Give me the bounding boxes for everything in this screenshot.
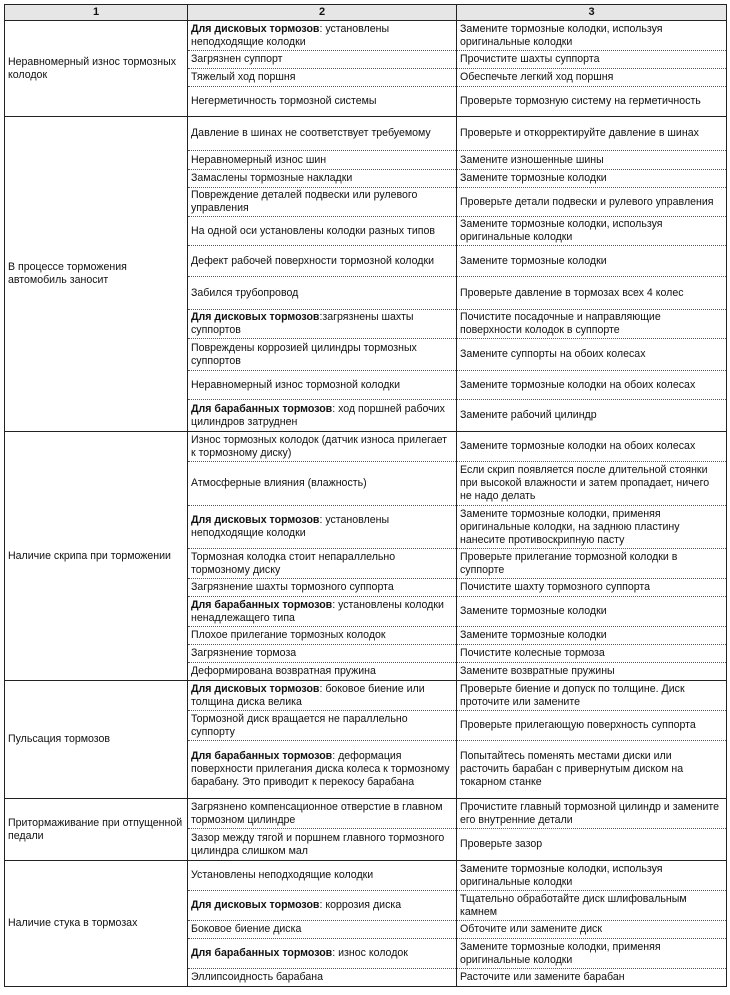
header-row: [5, 5, 727, 21]
header-col-2: 2: [188, 5, 457, 21]
symptom-cell: Наличие стука в тормозах: [5, 861, 188, 987]
cause-text: Тормозной диск вращается не параллельно суппорту: [191, 712, 408, 738]
cause-cell: [188, 246, 457, 277]
cause-text: Неравномерный износ тормозной колодки: [191, 378, 400, 391]
brake-type-label: Для дисковых тормозов: [191, 311, 320, 323]
brake-type-label: Для дисковых тормозов: [191, 514, 320, 526]
cause-text: Боковое биение диска: [191, 923, 302, 935]
cause-text: Эллипсоидность барабана: [191, 971, 323, 983]
cause-cell: [188, 627, 457, 645]
cause-text: Деформирована возвратная пружина: [191, 665, 376, 677]
cause-cell: [188, 69, 457, 87]
remedy-cell: Почистите шахту тормозного суппорта: [457, 579, 727, 597]
symptom-cell: Наличие скрипа при торможении: [5, 432, 188, 681]
remedy-cell: Проверьте и откорректируйте давление в шинах: [457, 117, 727, 151]
troubleshooting-sheet: [4, 4, 726, 987]
remedy-cell: Замените суппорты на обоих колесах: [457, 339, 727, 371]
cause-cell: [188, 151, 457, 170]
cause-text: Тормозная колодка стоит непараллельно тормозному диску: [191, 550, 396, 576]
cause-cell: [188, 170, 457, 188]
remedy-cell: Замените рабочий цилиндр: [457, 400, 727, 432]
symptom-cell: В процессе торможения автомобиль заносит: [5, 117, 188, 432]
cause-cell: [188, 741, 457, 799]
cause-cell: [188, 799, 457, 829]
brake-type-label: Для барабанных тормозов: [191, 947, 333, 959]
remedy-cell: Замените тормозные колодки: [457, 627, 727, 645]
cause-text: : установлены неподходящие колодки: [191, 514, 390, 539]
remedy-cell: Замените тормозные колодки: [457, 597, 727, 627]
symptom-cell: Неравномерный износ тормозных колодок: [5, 21, 188, 117]
cause-text: Загрязнен суппорт: [191, 53, 283, 65]
cause-text: Загрязнено компенсационное отверстие в главном тормозном цилиндре: [191, 800, 443, 826]
cause-cell: [188, 861, 457, 891]
cause-text: : установлены колодки ненадлежащего типа: [191, 598, 444, 624]
cause-text: Тяжелый ход поршня: [191, 71, 296, 83]
cause-cell: [188, 549, 457, 579]
remedy-cell: Замените тормозные колодки, используя оригинальные колодки: [457, 21, 727, 51]
cause-cell: [188, 711, 457, 741]
remedy-cell: Проверьте давление в тормозах всех 4 колес: [457, 277, 727, 310]
remedy-cell: Расточите или замените барабан: [457, 969, 727, 987]
cause-cell: [188, 117, 457, 151]
cause-text: Негерметичность тормозной системы: [191, 95, 377, 107]
remedy-cell: Замените тормозные колодки на обоих колесах: [457, 371, 727, 400]
cause-cell: [188, 21, 457, 51]
remedy-cell: Замените тормозные колодки, применяя оригинальные колодки, на заднюю пластину нанесите противоскрипную пасту: [457, 506, 727, 549]
cause-text: Замаслены тормозные накладки: [191, 172, 353, 184]
cause-text: Неравномерный износ шин: [191, 153, 327, 166]
remedy-cell: Проверьте детали подвески и рулевого управления: [457, 188, 727, 217]
cause-text: Повреждены коррозией цилиндры тормозных суппортов: [191, 341, 417, 367]
cause-cell: [188, 277, 457, 310]
cause-cell: [188, 217, 457, 246]
cause-text: : коррозия диска: [319, 899, 402, 911]
remedy-cell: Тщательно обработайте диск шлифовальным камнем: [457, 891, 727, 921]
cause-cell: [188, 891, 457, 921]
table-body: [5, 21, 727, 987]
cause-cell: [188, 829, 457, 861]
cause-text: : ход поршней рабочих цилиндров затруднен: [191, 402, 445, 428]
brake-type-label: Для дисковых тормозов: [191, 682, 320, 695]
remedy-cell: Проверьте зазор: [457, 829, 727, 861]
remedy-cell: Замените тормозные колодки, применяя оригинальные колодки: [457, 939, 727, 969]
cause-text: : боковое биение или толщина диска велика: [191, 682, 425, 708]
cause-cell: [188, 681, 457, 711]
cause-text: : установлены неподходящие колодки: [191, 22, 390, 48]
cause-cell: [188, 506, 457, 549]
header-col-1: 1: [5, 5, 188, 21]
cause-cell: [188, 921, 457, 939]
remedy-cell: Проверьте тормозную систему на герметичность: [457, 87, 727, 117]
cause-cell: [188, 462, 457, 506]
cause-text: Зазор между тягой и поршнем главного тормозного цилиндра слишком мал: [191, 831, 445, 857]
cause-text: : деформация поверхности прилегания диска колеса к тормозному барабану. Это приводит к перекосу барабана: [191, 750, 450, 788]
remedy-cell: Замените тормозные колодки, используя оригинальные колодки: [457, 861, 727, 891]
remedy-cell: Если скрип появляется после длительной стоянки при высокой влажности и затем пропадает, ничего не надо делать: [457, 462, 727, 506]
cause-text: Загрязнение шахты тормозного суппорта: [191, 581, 394, 593]
cause-cell: [188, 663, 457, 681]
cause-text: Повреждение деталей подвески или рулевого управления: [191, 189, 418, 214]
cause-cell: [188, 310, 457, 339]
remedy-cell: Попытайтесь поменять местами диски или расточить барабан с привернутым диском на токарном станке: [457, 741, 727, 799]
cause-cell: [188, 432, 457, 462]
cause-cell: [188, 87, 457, 117]
brake-type-label: Для дисковых тормозов: [191, 899, 320, 911]
header-col-3: 3: [457, 5, 727, 21]
cause-text: Давление в шинах не соответствует требуемому: [191, 127, 431, 139]
remedy-cell: Замените тормозные колодки: [457, 246, 727, 277]
table-row: [5, 861, 727, 891]
cause-text: Загрязнение тормоза: [191, 647, 297, 659]
remedy-cell: Проверьте прилегание тормозной колодки в суппорте: [457, 549, 727, 579]
cause-cell: [188, 51, 457, 69]
cause-cell: [188, 339, 457, 371]
remedy-cell: Замените возвратные пружины: [457, 663, 727, 681]
brake-type-label: Для барабанных тормозов: [191, 750, 333, 762]
remedy-cell: Проверьте биение и допуск по толщине. Диск проточите или замените: [457, 681, 727, 711]
table-row: [5, 21, 727, 51]
cause-text: Износ тормозных колодок (датчик износа прилегает к тормозному диску): [191, 433, 448, 459]
cause-cell: [188, 645, 457, 663]
cause-cell: [188, 400, 457, 432]
cause-text: Забился трубопровод: [191, 286, 299, 299]
symptom-cell: Пульсация тормозов: [5, 681, 188, 799]
remedy-cell: Замените тормозные колодки на обоих колесах: [457, 432, 727, 462]
brake-type-label: Для барабанных тормозов: [191, 598, 333, 611]
cause-text: Плохое прилегание тормозных колодок: [191, 629, 386, 641]
remedy-cell: Прочистите шахты суппорта: [457, 51, 727, 69]
remedy-cell: Обточите или замените диск: [457, 921, 727, 939]
remedy-cell: Замените изношенные шины: [457, 151, 727, 170]
remedy-cell: Прочистите главный тормозной цилиндр и замените его внутренние детали: [457, 799, 727, 829]
cause-cell: [188, 371, 457, 400]
remedy-cell: Обеспечьте легкий ход поршня: [457, 69, 727, 87]
cause-cell: [188, 188, 457, 217]
brake-troubleshooting-table: [4, 4, 727, 987]
cause-text: Дефект рабочей поверхности тормозной колодки: [191, 254, 434, 267]
cause-text: Установлены неподходящие колодки: [191, 869, 374, 881]
cause-text: : износ колодок: [332, 947, 408, 959]
remedy-cell: Почистите колесные тормоза: [457, 645, 727, 663]
table-row: [5, 681, 727, 711]
cause-text: :загрязнены шахты суппортов: [191, 311, 414, 336]
cause-cell: [188, 969, 457, 987]
table-row: [5, 799, 727, 829]
cause-cell: [188, 579, 457, 597]
remedy-cell: Проверьте прилегающую поверхность суппорта: [457, 711, 727, 741]
symptom-cell: Притормаживание при отпущенной педали: [5, 799, 188, 861]
remedy-cell: Замените тормозные колодки, используя оригинальные колодки: [457, 217, 727, 246]
cause-text: На одной оси установлены колодки разных типов: [191, 224, 435, 237]
remedy-cell: Замените тормозные колодки: [457, 170, 727, 188]
cause-cell: [188, 939, 457, 969]
remedy-cell: Почистите посадочные и направляющие поверхности колодок в суппорте: [457, 310, 727, 339]
table-row: [5, 117, 727, 151]
cause-cell: [188, 597, 457, 627]
table-row: [5, 432, 727, 462]
cause-text: Атмосферные влияния (влажность): [191, 477, 367, 489]
brake-type-label: Для дисковых тормозов: [191, 22, 320, 35]
brake-type-label: Для барабанных тормозов: [191, 402, 333, 415]
